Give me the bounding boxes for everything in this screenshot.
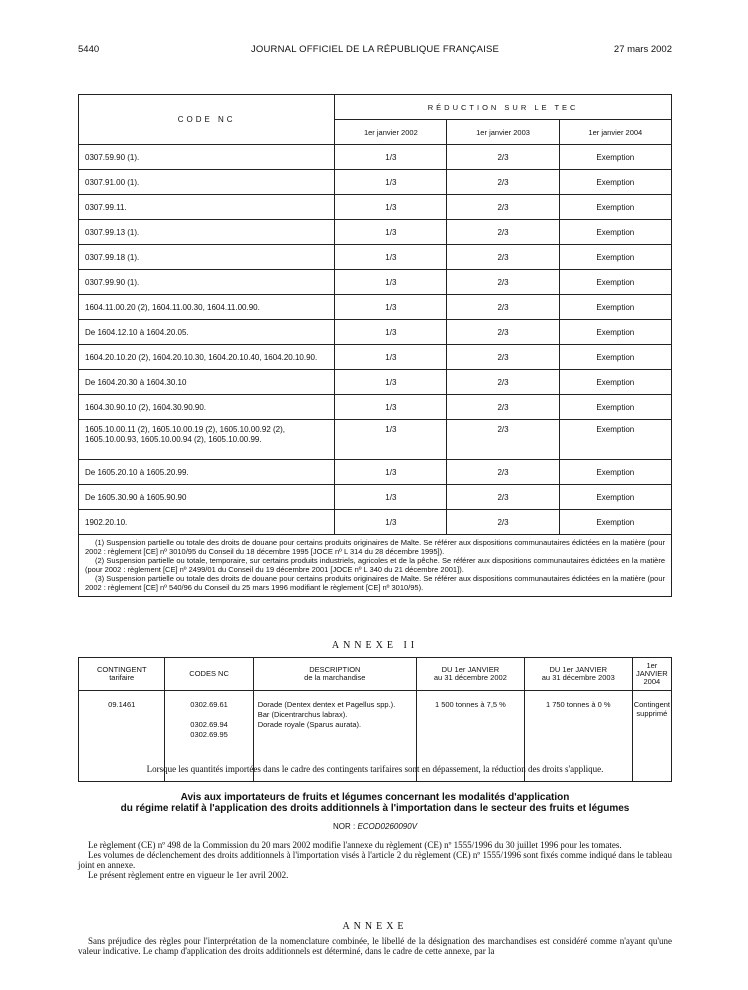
annexe-ii-title: ANNEXE II — [331, 640, 419, 651]
code-cell: 0307.59.90 (1). — [79, 145, 335, 170]
value-2002-cell: 1/3 — [335, 145, 447, 170]
spacer — [166, 710, 251, 720]
annexe-body — [78, 936, 672, 956]
code-line: 0302.69.94 — [190, 720, 228, 729]
reduction-header: RÉDUCTION SUR LE TEC — [335, 95, 672, 120]
value-2002-cell: 1/3 — [335, 370, 447, 395]
value-2002-cell: 1/3 — [335, 510, 447, 535]
value-2002-cell: 1/3 — [335, 460, 447, 485]
value-2004-cell: Exemption — [559, 195, 671, 220]
value-2002-cell: 1/3 — [335, 395, 447, 420]
header-line: tarifaire — [109, 673, 135, 682]
value-2004-cell: Exemption — [559, 170, 671, 195]
code-cell: 0307.99.11. — [79, 195, 335, 220]
value-2002-cell: 1/3 — [335, 420, 447, 460]
header-line: 2004 — [643, 677, 661, 686]
value-2004-cell: Exemption — [559, 145, 671, 170]
value-2004-cell: Exemption — [559, 510, 671, 535]
year-header-2002: 1er janvier 2002 — [335, 120, 447, 145]
desc-line: Dorade (Dentex dentex et Pagellus spp.). — [257, 700, 396, 709]
table-row — [79, 195, 672, 220]
year-header-2004: 1er janvier 2004 — [559, 120, 671, 145]
footnote: (3) Suspension partielle ou totale des droits de douane pour certains produits originaires de Malte. Se référer aux dispositions communautaires édictées en la matière (pour 2002 : règlement [CE] nº 540/96 du Conseil du 25 mars 1996 modifiant le règlement [CE] nº 3010/95). — [85, 574, 665, 592]
table-row — [79, 270, 672, 295]
code-cell: De 1605.20.10 à 1605.20.99. — [79, 460, 335, 485]
quota-notice: Lorsque les quantités importées dans le cadre des contingents tarifaires sont en dépassement, la réduction des droits s'applique. — [146, 764, 604, 774]
annexe-title: ANNEXE — [342, 921, 408, 932]
value-2003-cell: 2/3 — [447, 195, 559, 220]
value-2003-cell: 2/3 — [447, 345, 559, 370]
avis-title-line: Avis aux importateurs de fruits et légumes concernant les modalités d'application — [180, 792, 570, 803]
table-row — [79, 295, 672, 320]
paragraph: Sans préjudice des règles pour l'interprétation de la nomenclature combinée, le libellé de la désignation des marchandises est considéré comme n'ayant qu'une valeur indicative. Le champ d'application des droits additionnels est déterminé, dans le cadre de cette annexe, par la — [78, 936, 672, 956]
nor-label: NOR : — [332, 822, 356, 831]
value-2003-cell: 2/3 — [447, 270, 559, 295]
quota-line: Contingent — [633, 700, 670, 709]
value-2004-cell: Exemption — [559, 320, 671, 345]
page-number: 5440 — [78, 44, 100, 55]
table-row — [79, 170, 672, 195]
value-2002-cell: 1/3 — [335, 195, 447, 220]
value-2003-cell: 2/3 — [447, 295, 559, 320]
code-cell: 0307.99.13 (1). — [79, 220, 335, 245]
value-2004-cell: Exemption — [559, 370, 671, 395]
value-2003-cell: 2/3 — [447, 460, 559, 485]
code-line: 0302.69.95 — [190, 730, 228, 739]
desc-line: Dorade royale (Sparus aurata). — [257, 720, 362, 729]
value-2002-cell: 1/3 — [335, 245, 447, 270]
period-2002-header — [416, 658, 524, 691]
paragraph: Le règlement (CE) nº 498 de la Commission du 20 mars 2002 modifie l'annexe du règlement (CE) nº 1555/1996 du 30 juillet 1996 pour les tomates. — [88, 840, 622, 850]
contingent-cell: 09.1461 — [79, 691, 165, 782]
code-cell: 0307.99.18 (1). — [79, 245, 335, 270]
value-2003-cell: 2/3 — [447, 420, 559, 460]
value-2003-cell: 2/3 — [447, 245, 559, 270]
header-line: au 31 décembre 2002 — [433, 673, 507, 682]
nor-code: ECOD0260090V — [357, 822, 418, 831]
code-cell: 1605.10.00.11 (2), 1605.10.00.19 (2), 1605.10.00.92 (2), 1605.10.00.93, 1605.10.00.94 (2), 1605.10.00.99. — [79, 420, 335, 460]
value-2004-cell: Exemption — [559, 220, 671, 245]
codes-header: CODES NC — [165, 658, 253, 691]
table-row — [79, 145, 672, 170]
table-row — [79, 245, 672, 270]
table-row — [79, 485, 672, 510]
nor-reference — [78, 822, 672, 831]
value-2004-cell: Exemption — [559, 245, 671, 270]
value-2002-cell: 1/3 — [335, 485, 447, 510]
code-nc-header: CODE NC — [79, 95, 335, 145]
value-2002-cell: 1/3 — [335, 170, 447, 195]
header-line: 1er JANVIER — [636, 661, 668, 678]
value-2004-cell: Exemption — [559, 295, 671, 320]
avis-title — [78, 792, 672, 814]
table-row — [79, 460, 672, 485]
tariff-reduction-table — [78, 94, 672, 597]
code-cell: 1604.20.10.20 (2), 1604.20.10.30, 1604.20.10.40, 1604.20.10.90. — [79, 345, 335, 370]
year-header-2003: 1er janvier 2003 — [447, 120, 559, 145]
table-row — [79, 420, 672, 460]
value-2004-cell: Exemption — [559, 345, 671, 370]
code-cell: 1604.11.00.20 (2), 1604.11.00.30, 1604.11.00.90. — [79, 295, 335, 320]
code-cell: 0307.99.90 (1). — [79, 270, 335, 295]
quota-2003-cell: 1 750 tonnes à 0 % — [524, 691, 632, 782]
header-line: CONTINGENT — [96, 665, 147, 674]
journal-title: JOURNAL OFFICIEL DE LA RÉPUBLIQUE FRANÇAISE — [250, 44, 500, 55]
value-2003-cell: 2/3 — [447, 510, 559, 535]
footnote: (2) Suspension partielle ou totale, temporaire, sur certains produits industriels, agricoles et de la pêche. Se référer aux dispositions communautaires édictées en la matière (pour 2002 : règlement [CE] nº 2499/01 du Conseil du 19 décembre 2001 [JOCE nº L 340 du 21 décembre 2001]). — [85, 556, 665, 574]
value-2004-cell: Exemption — [559, 485, 671, 510]
table-row — [79, 510, 672, 535]
code-cell: 0307.91.00 (1). — [79, 170, 335, 195]
value-2004-cell: Exemption — [559, 270, 671, 295]
header-line: DESCRIPTION — [309, 665, 361, 674]
code-cell: De 1604.20.30 à 1604.30.10 — [79, 370, 335, 395]
period-2004-header — [632, 658, 671, 691]
value-2003-cell: 2/3 — [447, 145, 559, 170]
table-row — [79, 370, 672, 395]
code-cell: 1604.30.90.10 (2), 1604.30.90.90. — [79, 395, 335, 420]
description-header — [253, 658, 416, 691]
value-2004-cell: Exemption — [559, 420, 671, 460]
period-2003-header — [524, 658, 632, 691]
value-2002-cell: 1/3 — [335, 345, 447, 370]
value-2002-cell: 1/3 — [335, 270, 447, 295]
contingent-header — [79, 658, 165, 691]
paragraph: Le présent règlement entre en vigueur le 1er avril 2002. — [88, 870, 289, 880]
avis-title-line: du régime relatif à l'application des droits additionnels à l'importation dans le secteur des fruits et légumes — [120, 803, 630, 814]
issue-date: 27 mars 2002 — [613, 44, 672, 55]
value-2003-cell: 2/3 — [447, 220, 559, 245]
value-2003-cell: 2/3 — [447, 320, 559, 345]
code-cell: De 1604.12.10 à 1604.20.05. — [79, 320, 335, 345]
value-2002-cell: 1/3 — [335, 220, 447, 245]
desc-line: Bar (Dicentrarchus labrax). — [257, 710, 348, 719]
value-2004-cell: Exemption — [559, 460, 671, 485]
paragraph: Les volumes de déclenchement des droits additionnels à l'importation visés à l'article 2 du règlement (CE) nº 1555/1996 sont fixés comme indiqué dans le tableau joint en annexe. — [78, 850, 672, 870]
quota-line: supprimé — [636, 709, 668, 718]
avis-body — [78, 840, 672, 880]
value-2002-cell: 1/3 — [335, 320, 447, 345]
header-line: DU 1er JANVIER — [549, 665, 608, 674]
code-cell: De 1605.30.90 à 1605.90.90 — [79, 485, 335, 510]
value-2003-cell: 2/3 — [447, 370, 559, 395]
quota-2002-cell: 1 500 tonnes à 7,5 % — [416, 691, 524, 782]
footnote: (1) Suspension partielle ou totale des droits de douane pour certains produits originaires de Malte. Se référer aux dispositions communautaires édictées en la matière (pour 2002 : règlement [CE] nº 3010/95 du Conseil du 18 décembre 1995 [JOCE nº L 314 du 28 décembre 1995]). — [85, 538, 665, 556]
value-2003-cell: 2/3 — [447, 170, 559, 195]
value-2003-cell: 2/3 — [447, 485, 559, 510]
table-row — [79, 320, 672, 345]
value-2002-cell: 1/3 — [335, 295, 447, 320]
value-2004-cell: Exemption — [559, 395, 671, 420]
header-line: au 31 décembre 2003 — [541, 673, 615, 682]
table-row — [79, 220, 672, 245]
header-line: de la marchandise — [304, 673, 366, 682]
value-2003-cell: 2/3 — [447, 395, 559, 420]
header-line: DU 1er JANVIER — [441, 665, 500, 674]
code-cell: 1902.20.10. — [79, 510, 335, 535]
code-line: 0302.69.61 — [190, 700, 228, 709]
table-row — [79, 345, 672, 370]
table-row — [79, 395, 672, 420]
table-footnotes — [79, 535, 672, 597]
